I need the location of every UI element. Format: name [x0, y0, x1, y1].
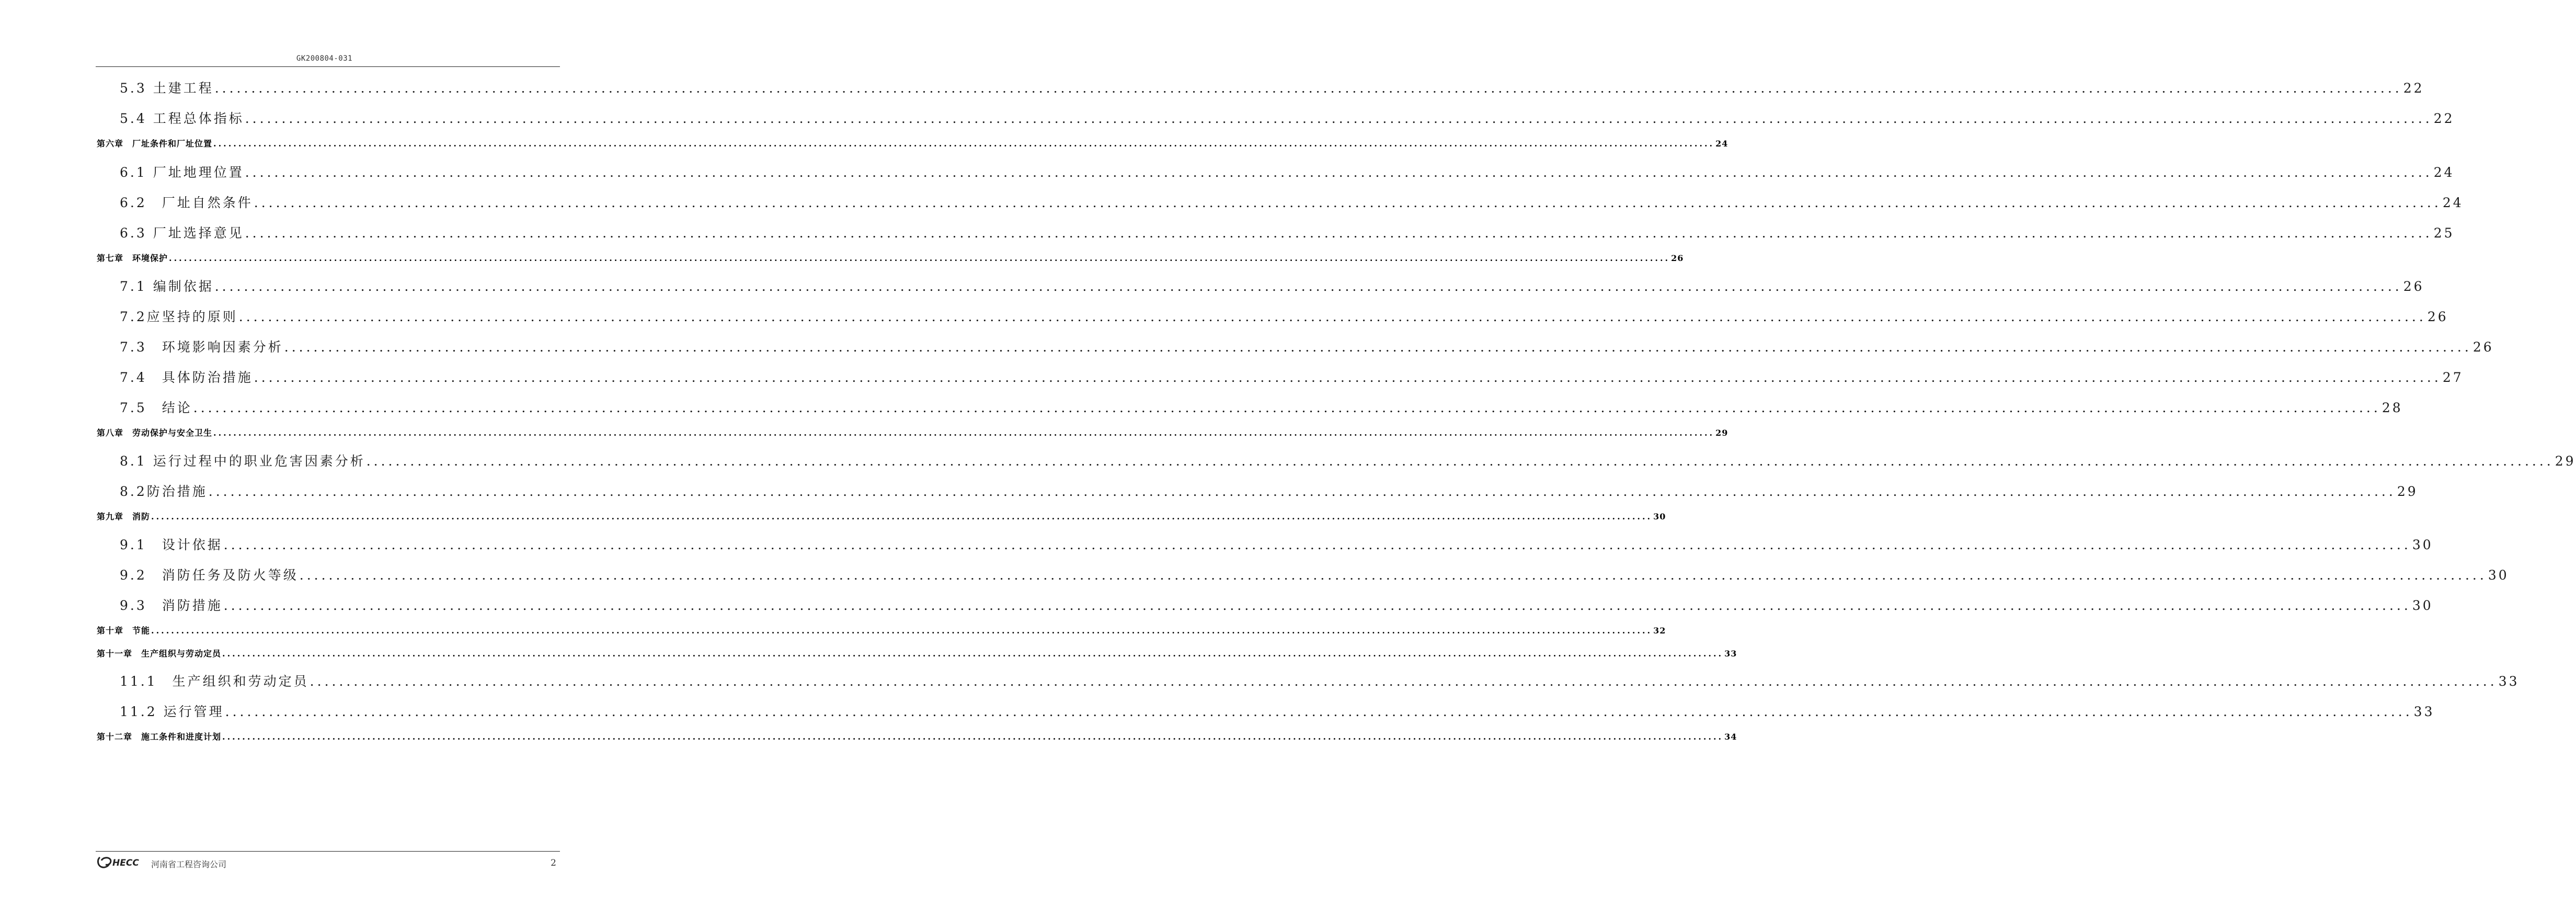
header-doc-code: GK200804-031 — [296, 54, 353, 63]
toc-page-number: 24 — [1715, 139, 1728, 149]
toc-entry-title: 7.3 环境影响因素分析 — [120, 339, 283, 355]
toc-entry-title: 7.2应坚持的原则 — [120, 309, 238, 324]
toc-dot-leader: ............................................................................................................................................................................................................................................................................................................ — [222, 649, 1724, 659]
toc-section-entry[interactable] — [120, 671, 2520, 690]
toc-chapter-entry[interactable] — [97, 624, 1666, 636]
toc-dot-leader: ............................................................................................................................................................................................................................................................................................................ — [169, 253, 1670, 263]
toc-section-entry[interactable] — [120, 223, 2455, 242]
toc-dot-leader: ............................................................................................................................................................................................................................................................................................................ — [245, 111, 2433, 126]
toc-entry-title: 6.3 厂址选择意见 — [120, 225, 244, 241]
toc-page-number: 30 — [2488, 568, 2509, 583]
toc-entry-title: 11.1 生产组织和劳动定员 — [120, 674, 309, 689]
toc-dot-leader: ............................................................................................................................................................................................................................................................................................................ — [366, 454, 2554, 469]
toc-dot-leader: ............................................................................................................................................................................................................................................................................................................ — [284, 339, 2472, 355]
toc-dot-leader: ............................................................................................................................................................................................................................................................................................................ — [213, 428, 1715, 438]
toc-page-number: 26 — [2403, 279, 2424, 294]
toc-page-number: 26 — [2427, 309, 2448, 324]
toc-page-number: 22 — [2403, 81, 2424, 96]
toc-entry-title: 7.5 结论 — [120, 400, 192, 415]
hecc-logo — [97, 854, 147, 870]
toc-entry-title: 11.2 运行管理 — [120, 704, 224, 719]
toc-dot-leader: ............................................................................................................................................................................................................................................................................................................ — [225, 704, 2413, 719]
toc-dot-leader: ............................................................................................................................................................................................................................................................................................................ — [193, 400, 2381, 415]
toc-section-entry[interactable] — [120, 535, 2433, 553]
toc-page-number: 22 — [2433, 111, 2455, 126]
toc-chapter-entry[interactable] — [97, 730, 1737, 742]
footer-rule — [96, 851, 560, 852]
toc-section-entry[interactable] — [120, 307, 2448, 325]
footer-company-name: 河南省工程咨询公司 — [151, 859, 227, 869]
toc-entry-title: 9.1 设计依据 — [120, 537, 223, 552]
toc-section-entry[interactable] — [120, 192, 2464, 211]
toc-section-entry[interactable] — [120, 337, 2494, 356]
toc-entry-title: 8.1 运行过程中的职业危害因素分析 — [120, 454, 365, 469]
svg-text:HECC: HECC — [112, 858, 139, 868]
toc-page-number: 26 — [1671, 253, 1684, 263]
toc-entry-title: 第十二章 施工条件和进度计划 — [97, 732, 222, 742]
toc-page-number: 24 — [2442, 195, 2464, 210]
toc-page-number: 27 — [2442, 370, 2464, 385]
toc-dot-leader: ............................................................................................................................................................................................................................................................................................................ — [254, 195, 2442, 210]
toc-section-entry[interactable] — [120, 108, 2455, 127]
toc-section-entry[interactable] — [120, 595, 2433, 614]
toc-dot-leader: ............................................................................................................................................................................................................................................................................................................ — [299, 568, 2487, 583]
toc-dot-leader: ............................................................................................................................................................................................................................................................................................................ — [245, 165, 2433, 180]
toc-page-number: 30 — [2412, 537, 2433, 552]
toc-page-number: 25 — [2433, 225, 2455, 241]
toc-section-entry[interactable] — [120, 367, 2464, 386]
toc-dot-leader: ............................................................................................................................................................................................................................................................................................................ — [213, 139, 1715, 149]
toc-page-number: 33 — [2498, 674, 2520, 689]
toc-chapter-entry[interactable] — [97, 510, 1666, 522]
toc-entry-title: 第九章 消防 — [97, 512, 151, 522]
toc-page-number: 33 — [2413, 704, 2435, 719]
toc-chapter-entry[interactable] — [97, 647, 1737, 659]
toc-section-entry[interactable] — [120, 701, 2435, 720]
toc-page-number: 29 — [2555, 454, 2576, 469]
toc-dot-leader: ............................................................................................................................................................................................................................................................................................................ — [254, 370, 2442, 385]
toc-dot-leader: ............................................................................................................................................................................................................................................................................................................ — [245, 225, 2433, 241]
toc-entry-title: 9.2 消防任务及防火等级 — [120, 568, 299, 583]
toc-dot-leader: ............................................................................................................................................................................................................................................................................................................ — [223, 537, 2411, 552]
toc-entry-title: 第八章 劳动保护与安全卫生 — [97, 428, 213, 438]
toc-page-number: 28 — [2382, 400, 2403, 415]
toc-dot-leader: ............................................................................................................................................................................................................................................................................................................ — [238, 309, 2426, 324]
toc-page-number: 32 — [1653, 626, 1666, 636]
toc-section-entry[interactable] — [120, 162, 2455, 181]
toc-section-entry[interactable] — [120, 565, 2509, 584]
toc-dot-leader: ............................................................................................................................................................................................................................................................................................................ — [151, 626, 1653, 636]
toc-section-entry[interactable] — [120, 451, 2576, 470]
toc-section-entry[interactable] — [120, 276, 2424, 295]
toc-entry-title: 第十一章 生产组织与劳动定员 — [97, 649, 222, 659]
toc-entry-title: 7.1 编制依据 — [120, 279, 214, 294]
toc-entry-title: 6.1 厂址地理位置 — [120, 165, 244, 180]
toc-chapter-entry[interactable] — [97, 137, 1728, 149]
toc-page-number: 33 — [1724, 649, 1737, 659]
toc-entry-title: 5.4 工程总体指标 — [120, 111, 244, 126]
toc-entry-title: 第十章 节能 — [97, 626, 151, 636]
toc-dot-leader: ............................................................................................................................................................................................................................................................................................................ — [151, 512, 1653, 522]
toc-dot-leader: ............................................................................................................................................................................................................................................................................................................ — [222, 732, 1724, 742]
toc-chapter-entry[interactable] — [97, 426, 1728, 438]
toc-entry-title: 9.3 消防措施 — [120, 598, 223, 613]
toc-entry-title: 5.3 土建工程 — [120, 81, 214, 96]
toc-dot-leader: ............................................................................................................................................................................................................................................................................................................ — [208, 484, 2396, 499]
toc-dot-leader: ............................................................................................................................................................................................................................................................................................................ — [310, 674, 2498, 689]
toc-page-number: 29 — [1715, 428, 1728, 438]
toc-entry-title: 7.4 具体防治措施 — [120, 370, 253, 385]
footer-page-number: 2 — [551, 858, 556, 868]
toc-page-number: 34 — [1724, 732, 1737, 742]
toc-entry-title: 第七章 环境保护 — [97, 253, 168, 263]
toc-entry-title: 8.2防治措施 — [120, 484, 208, 499]
toc-section-entry[interactable] — [120, 398, 2403, 416]
toc-section-entry[interactable] — [120, 481, 2418, 500]
toc-section-entry[interactable] — [120, 78, 2424, 97]
toc-dot-leader: ............................................................................................................................................................................................................................................................................................................ — [214, 81, 2402, 96]
toc-chapter-entry[interactable] — [97, 252, 1684, 264]
toc-page-number: 26 — [2472, 339, 2494, 355]
toc-page-number: 29 — [2397, 484, 2418, 499]
toc-dot-leader: ............................................................................................................................................................................................................................................................................................................ — [214, 279, 2402, 294]
toc-entry-title: 第六章 厂址条件和厂址位置 — [97, 139, 213, 149]
toc-dot-leader: ............................................................................................................................................................................................................................................................................................................ — [223, 598, 2411, 613]
toc-page-number: 30 — [1653, 512, 1666, 522]
toc-page-number: 30 — [2412, 598, 2433, 613]
toc-page-number: 24 — [2433, 165, 2455, 180]
toc-entry-title: 6.2 厂址自然条件 — [120, 195, 253, 210]
